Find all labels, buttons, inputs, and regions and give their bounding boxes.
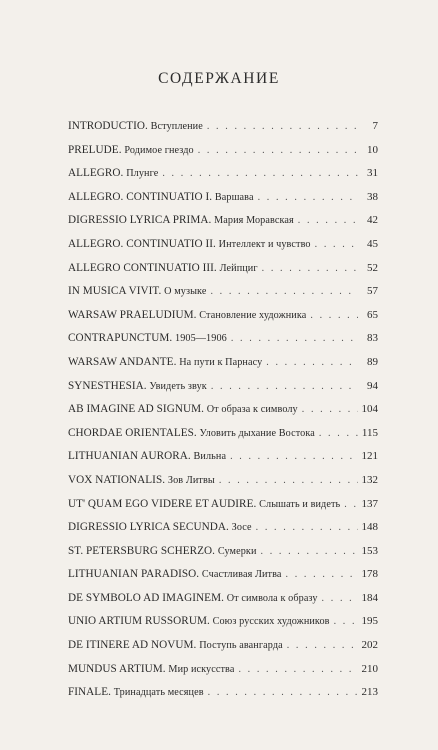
- page-number: 52: [367, 261, 378, 274]
- dot-leader: [319, 427, 358, 441]
- entry-russian-title: Тринадцать месяцев: [113, 687, 204, 699]
- entry-russian-title: Счастливая Литва: [201, 569, 282, 581]
- page-number: 132: [361, 473, 378, 486]
- page-number: 184: [361, 591, 378, 604]
- entry-latin-title: ALLEGRO. CONTINUATIO I.: [68, 190, 213, 203]
- dot-leader: [198, 144, 358, 158]
- entry-russian-title: Интеллект и чувство: [218, 238, 311, 250]
- entry-title: [68, 213, 294, 228]
- entry-title: [68, 190, 254, 205]
- toc-entry: [68, 190, 378, 214]
- entry-russian-title: Зосе: [231, 522, 252, 534]
- dot-leader: [219, 474, 358, 488]
- entry-russian-title: От образа к символу: [206, 404, 298, 416]
- entry-latin-title: UT' QUAM EGO VIDERE ET AUDIRE.: [68, 497, 257, 510]
- entry-title: [68, 591, 318, 606]
- toc-entry: [68, 544, 378, 568]
- toc-entry: [68, 284, 378, 308]
- entry-title: [68, 261, 258, 276]
- entry-latin-title: LITHUANIAN AURORA.: [68, 450, 191, 463]
- page-number: 153: [361, 544, 378, 557]
- entry-latin-title: INTRODUCTIO.: [68, 120, 148, 132]
- page-number: 202: [361, 639, 378, 652]
- dot-leader: [298, 214, 358, 228]
- entry-latin-title: DIGRESSIO LYRICA SECUNDA.: [68, 521, 229, 534]
- entry-russian-title: Зов Литвы: [167, 474, 215, 486]
- toc-entry: [68, 166, 378, 190]
- dot-leader: [315, 238, 358, 252]
- toc-entry: [68, 638, 378, 662]
- entry-latin-title: IN MUSICA VIVIT.: [68, 285, 162, 298]
- entry-russian-title: Мир искусства: [168, 663, 235, 675]
- dot-leader: [344, 498, 357, 512]
- page-number: 121: [361, 450, 378, 463]
- page-number: 38: [367, 190, 378, 203]
- page-number: 178: [361, 568, 378, 581]
- page-number: 45: [367, 237, 378, 250]
- entry-latin-title: WARSAW PRAELUDIUM.: [68, 308, 197, 321]
- toc-entry: [68, 331, 378, 355]
- dot-leader: [230, 450, 357, 464]
- entry-title: [68, 614, 330, 629]
- toc-entry: [68, 591, 378, 615]
- entry-russian-title: Уловить дыхание Востока: [199, 427, 315, 439]
- entry-latin-title: WARSAW ANDANTE.: [68, 355, 177, 368]
- entry-title: [68, 473, 215, 488]
- dot-leader: [310, 309, 358, 323]
- entry-russian-title: Союз русских художников: [212, 616, 330, 628]
- page-number: 148: [361, 521, 378, 534]
- entry-latin-title: ALLEGRO CONTINUATIO III.: [68, 261, 217, 274]
- entry-latin-title: ST. PETERSBURG SCHERZO.: [68, 544, 216, 557]
- entry-title: [68, 497, 340, 512]
- dot-leader: [334, 615, 358, 629]
- entry-latin-title: VOX NATIONALIS.: [68, 473, 166, 486]
- entry-latin-title: PRELUDE.: [68, 143, 122, 156]
- toc-entry: [68, 237, 378, 261]
- page-number: 65: [367, 308, 378, 321]
- entry-latin-title: LITHUANIAN PARADISO.: [68, 568, 200, 581]
- dot-leader: [210, 285, 358, 299]
- entry-title: [68, 284, 206, 299]
- entry-latin-title: DIGRESSIO LYRICA PRIMA.: [68, 214, 212, 227]
- entry-russian-title: О музыке: [164, 286, 207, 298]
- page-number: 210: [361, 662, 378, 675]
- entry-title: [68, 662, 234, 677]
- toc-entry: [68, 143, 378, 167]
- toc-entry: [68, 567, 378, 591]
- page-number: 213: [361, 686, 378, 699]
- entry-russian-title: От символа к образу: [226, 592, 318, 604]
- entry-russian-title: Становление художника: [199, 309, 307, 321]
- entry-russian-title: Родимое гнездо: [124, 144, 194, 156]
- entry-latin-title: CONTRAPUNCTUM.: [68, 332, 173, 345]
- entry-russian-title: 1905—1906: [175, 333, 227, 345]
- toc-entry: [68, 355, 378, 379]
- toc-entry: [68, 473, 378, 497]
- dot-leader: [322, 592, 358, 606]
- entry-latin-title: UNIO ARTIUM RUSSORUM.: [68, 615, 210, 628]
- entry-russian-title: Варшава: [214, 191, 254, 203]
- entry-latin-title: DE SYMBOLO AD IMAGINEM.: [68, 591, 224, 604]
- entry-latin-title: SYNESTHESIA.: [68, 379, 147, 392]
- toc-entry: [68, 261, 378, 285]
- entry-title: [68, 119, 203, 134]
- toc-entry: [68, 614, 378, 638]
- dot-leader: [287, 639, 358, 653]
- dot-leader: [256, 521, 358, 535]
- entry-latin-title: DE ITINERE AD NOVUM.: [68, 639, 197, 652]
- page-number: 195: [361, 615, 378, 628]
- toc-entry: [68, 213, 378, 237]
- dot-leader: [238, 663, 357, 677]
- entry-title: [68, 402, 298, 417]
- dot-leader: [286, 568, 358, 582]
- toc-entry: [68, 379, 378, 403]
- entry-title: [68, 685, 204, 700]
- page-number: 7: [372, 120, 378, 132]
- entry-russian-title: Лейпциг: [219, 262, 258, 274]
- dot-leader: [262, 262, 358, 276]
- toc-entry: [68, 685, 378, 709]
- entry-russian-title: Мария Моравская: [214, 215, 294, 227]
- toc-entry: [68, 662, 378, 686]
- entry-latin-title: AB IMAGINE AD SIGNUM.: [68, 403, 204, 416]
- dot-leader: [266, 356, 358, 370]
- toc-entry: [68, 520, 378, 544]
- entry-title: [68, 237, 311, 252]
- page-number: 42: [367, 214, 378, 227]
- entry-latin-title: ALLEGRO. CONTINUATIO II.: [68, 237, 216, 250]
- entry-russian-title: Плунге: [126, 168, 159, 180]
- entry-russian-title: Увидеть звук: [149, 380, 207, 392]
- dot-leader: [302, 403, 358, 417]
- entry-title: [68, 379, 207, 394]
- toc-entry: [68, 308, 378, 332]
- toc-entry: [68, 497, 378, 521]
- entry-title: [68, 166, 158, 181]
- entry-russian-title: Сумерки: [217, 545, 257, 557]
- dot-leader: [211, 380, 358, 394]
- page-number: 94: [367, 379, 378, 392]
- page-number: 115: [361, 426, 378, 439]
- dot-leader: [208, 686, 358, 700]
- entry-title: [68, 143, 194, 158]
- dot-leader: [258, 191, 358, 205]
- toc-entry: [68, 449, 378, 473]
- page-number: 137: [361, 497, 378, 510]
- dot-leader: [162, 167, 358, 181]
- toc-entry: [68, 402, 378, 426]
- toc-entry: [68, 119, 378, 143]
- page-number: 31: [367, 167, 378, 180]
- entry-russian-title: На пути к Парнасу: [179, 356, 263, 368]
- toc-list: [68, 119, 378, 709]
- entry-title: [68, 355, 262, 370]
- entry-latin-title: ALLEGRO.: [68, 167, 124, 180]
- dot-leader: [231, 332, 358, 346]
- page-title: СОДЕРЖАНИЕ: [158, 70, 280, 87]
- entry-latin-title: CHORDAE ORIENTALES.: [68, 426, 197, 439]
- page-number: 10: [367, 143, 378, 156]
- page-number: 104: [361, 403, 378, 416]
- entry-russian-title: Поступь авангарда: [199, 640, 283, 652]
- entry-latin-title: MUNDUS ARTIUM.: [68, 662, 166, 675]
- entry-russian-title: Вступление: [150, 121, 203, 132]
- entry-title: [68, 638, 283, 653]
- entry-latin-title: FINALE.: [68, 686, 111, 699]
- page-number: 89: [367, 355, 378, 368]
- dot-leader: [207, 120, 358, 134]
- page-number: 83: [367, 332, 378, 345]
- entry-title: [68, 449, 226, 464]
- toc-entry: [68, 426, 378, 450]
- dot-leader: [261, 545, 358, 559]
- entry-title: [68, 520, 252, 535]
- entry-title: [68, 544, 257, 559]
- page-number: 57: [367, 285, 378, 298]
- entry-title: [68, 426, 315, 441]
- entry-title: [68, 308, 306, 323]
- entry-russian-title: Вильна: [193, 451, 227, 463]
- entry-title: [68, 567, 282, 582]
- entry-title: [68, 331, 227, 346]
- entry-russian-title: Слышать и видеть: [259, 498, 341, 510]
